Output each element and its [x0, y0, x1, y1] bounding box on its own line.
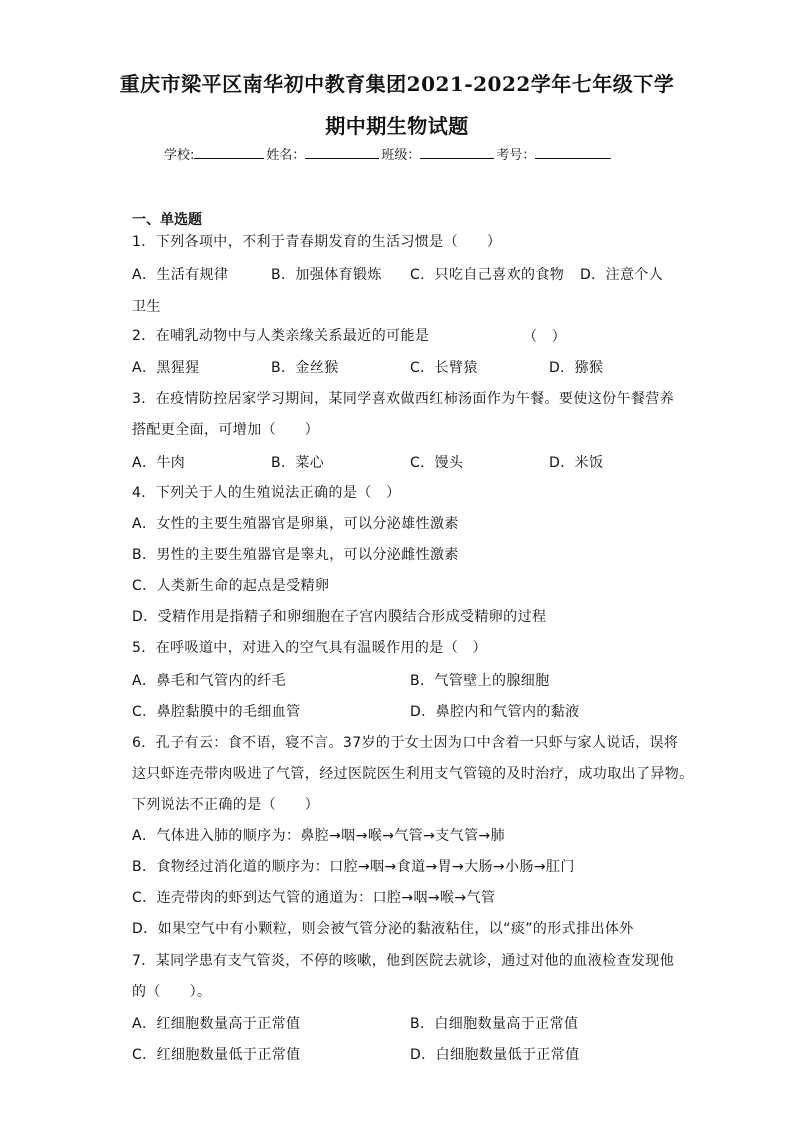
question-6-stem-line3: 下列说法不正确的是（ ）	[132, 797, 320, 813]
question-7-option-b: B．白细胞数量高于正常值	[410, 1016, 579, 1032]
question-4-option-b: B．男性的主要生殖器官是睾丸，可以分泌雌性激素	[132, 547, 459, 563]
question-6-option-a: A．气体进入肺的顺序为：鼻腔→咽→喉→气管→支气管→肺	[132, 828, 506, 844]
question-4-option-c: C．人类新生命的起点是受精卵	[132, 578, 330, 594]
name-label: 姓名：	[266, 148, 306, 163]
question-7-option-c: C．红细胞数量低于正常值	[132, 1047, 301, 1063]
question-7-stem-line2: 的（ ）。	[132, 984, 212, 1000]
question-5-option-a: A．鼻毛和气管内的纤毛	[132, 673, 286, 689]
question-5-stem: 5．在呼吸道中，对进入的空气具有温暖作用的是（ ）	[132, 640, 487, 656]
question-6-option-c: C．连壳带肉的虾到达气管的通道为：口腔→咽→喉→气管	[132, 890, 496, 906]
question-3-option-b: B．菜心	[271, 455, 325, 471]
question-4-stem: 4．下列关于人的生殖说法正确的是（ ）	[132, 485, 401, 501]
question-6-option-d: D．如果空气中有小颗粒，则会被气管分泌的黏液粘住，以“痰”的形式排出体外	[132, 921, 634, 937]
question-1-option-c: C．只吃自己喜欢的食物	[410, 267, 565, 283]
question-3-stem-line1: 3．在疫情防控居家学习期间，某同学喜欢做西红柿汤面作为午餐。要使这份午餐营养	[132, 391, 675, 407]
school-blank	[194, 146, 264, 159]
question-1-stem: 1．下列各项中，不利于青春期发育的生活习惯是（ ）	[132, 234, 502, 250]
question-1-option-d-continued: 卫生	[132, 299, 161, 315]
section-title: 一、单选题	[132, 212, 202, 228]
question-3-option-a: A．牛肉	[132, 455, 186, 471]
exam-title-line2: 期中期生物试题	[325, 114, 469, 138]
question-7-stem-line1: 7．某同学患有支气管炎，不停的咳嗽，他到医院去就诊，通过对他的血液检查发现他	[132, 953, 675, 969]
school-label: 学校:	[164, 148, 195, 163]
question-5-option-b: B．气管壁上的腺细胞	[410, 673, 550, 689]
question-6-stem-line2: 这只虾连壳带肉吸进了气管，经过医院医生利用支气管镜的及时治疗，成功取出了异物。	[132, 766, 694, 782]
question-3-option-c: C．馒头	[410, 455, 464, 471]
name-blank	[305, 146, 379, 159]
question-5-option-d: D．鼻腔内和气管内的黏液	[410, 704, 580, 720]
exam-title-line1: 重庆市梁平区南华初中教育集团2021-2022学年七年级下学	[119, 72, 675, 96]
exam-number-label: 考号：	[496, 148, 536, 163]
question-3-option-d: D．米饭	[549, 455, 604, 471]
question-4-option-a: A．女性的主要生殖器官是卵巢，可以分泌雄性激素	[132, 516, 459, 532]
class-blank	[420, 146, 494, 159]
question-4-option-d: D．受精作用是指精子和卵细胞在子宫内膜结合形成受精卵的过程	[132, 609, 547, 625]
question-6-option-b: B．食物经过消化道的顺序为：口腔→咽→食道→胃→大肠→小肠→肛门	[132, 859, 575, 875]
class-label: 班级：	[381, 148, 421, 163]
student-info-fields	[164, 144, 613, 163]
question-2-option-a: A．黑猩猩	[132, 360, 200, 376]
question-2-stem: 2．在哺乳动物中与人类亲缘关系最近的可能是	[132, 328, 430, 344]
question-2-option-b: B．金丝猴	[271, 360, 339, 376]
question-6-stem-line1: 6．孔子有云：食不语，寝不言。37岁的于女士因为口中含着一只虾与家人说话，误将	[132, 735, 679, 751]
question-7-option-d: D．白细胞数量低于正常值	[410, 1047, 580, 1063]
question-2-option-d: D．猕猴	[549, 360, 604, 376]
question-1-option-b: B．加强体育锻炼	[271, 267, 382, 283]
question-2-paren: （ ）	[523, 329, 567, 345]
question-5-option-c: C．鼻腔黏膜中的毛细血管	[132, 704, 301, 720]
exam-number-blank	[535, 146, 611, 159]
question-1-option-d: D．注意个人	[580, 267, 664, 283]
question-7-option-a: A．红细胞数量高于正常值	[132, 1016, 301, 1032]
question-3-stem-line2: 搭配更全面，可增加（ ）	[132, 422, 320, 438]
question-2-option-c: C．长臂猿	[410, 360, 478, 376]
question-1-option-a: A．生活有规律	[132, 267, 229, 283]
